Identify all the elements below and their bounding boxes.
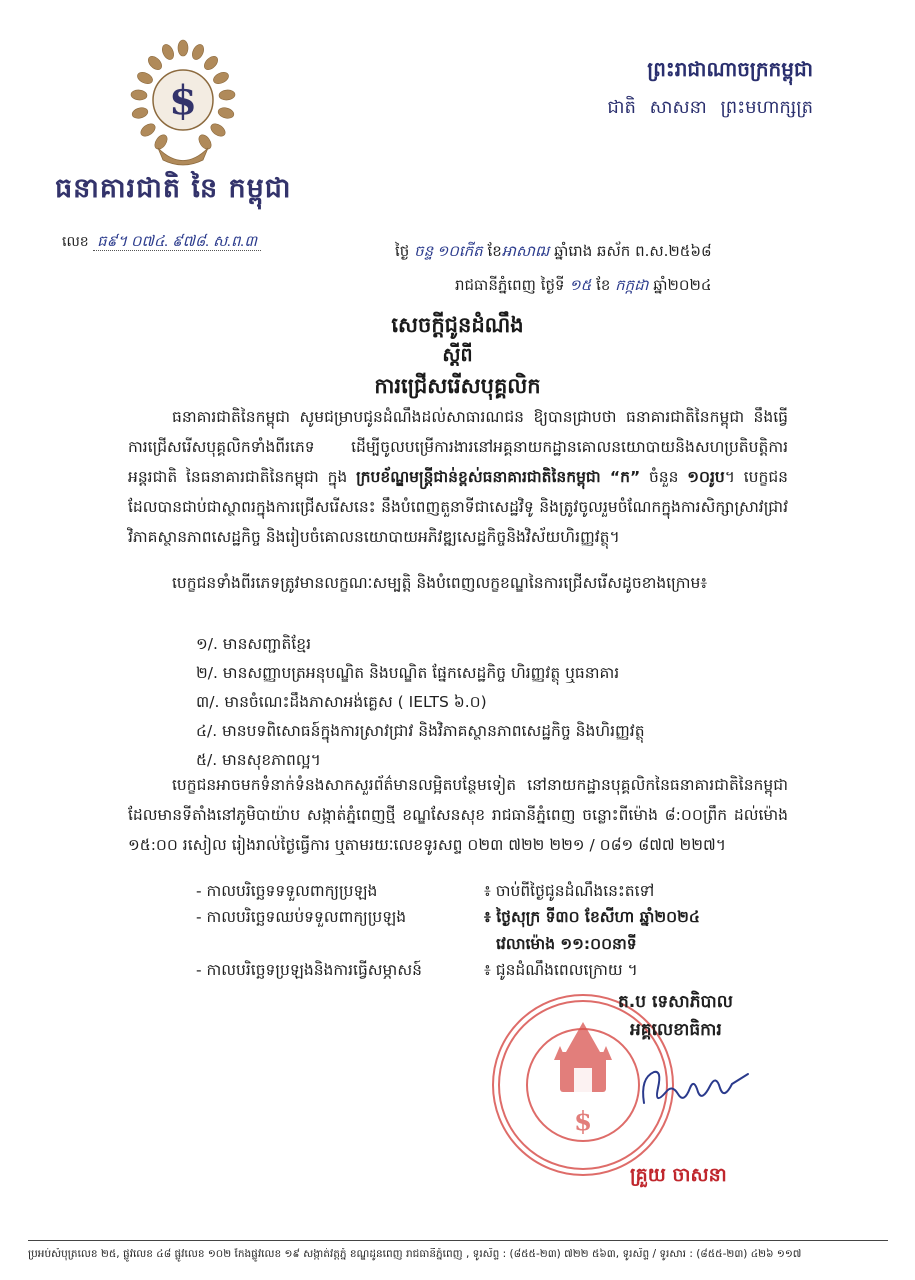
para1-count: ១០រូប [687,468,725,486]
signatory-title: ត.ប ទេសាភិបាល [618,992,733,1012]
para1-text-d: ។ បេក្ខជនដែលបានជាប់ជាស្ថាពរក្នុងការជ្រើសរើសនេះ នឹងបំពេញតួនាទីជាសេដ្ឋវិទូ និងត្រូវចូលរួមចំណែកក្នុងការសិក្សាស្រាវជ្រាវ វិភាគស្ថានភាពសេដ្ឋកិច្ច និងរៀបចំគោលនយោបាយអភិវឌ្ឍសេដ្ឋកិច្ចនិងវិស័យហិរញ្ញវត្ថុ។ [128,468,789,546]
para1-category: ក្របខ័ណ្ឌមន្ត្រីជាន់ខ្ពស់ធនាគារជាតិនៃកម្ពុជា “ក” [356,468,641,486]
para1-text-a: ធនាគារជាតិនៃកម្ពុជា សូមជម្រាបជូនដំណឹងដល់សាធារណជន ឱ្យបានជ្រាបថា ធនាគារជាតិនៃកម្ពុជា នឹងធ្វើការជ្រើសរើសបុគ្គលិកទាំងពីរភេទ ដើម្បីចូលបម្រើការងារនៅអគ្គនាយកដ្ឋានគោលនយោបាយនិងសហប្រតិបត្តិការអន្តរជាតិ នៃធនាគារជាតិនៃកម្ពុជា ក្នុង [128,408,788,486]
reference-value: ធ៩។ ០៧៤. ៩៧៨. ស.ព.៣ [93,234,261,251]
national-motto: ជាតិ សាសនា ព្រះមហាក្សត្រ [607,97,813,118]
paragraph-contact: បេក្ខជនអាចមកទំនាក់ទំនងសាកសួរព័ត៌មានលម្អិតបន្ថែមទៀត នៅនាយកដ្ឋានបុគ្គលិកនៃធនាគារជាតិនៃកម្ពុជា ដែលមានទីតាំងនៅភូមិបាយ៉ាប សង្កាត់ភ្នំពេញថ្មី ខណ្ឌសែនសុខ រាជធានីភ្នំពេញ ចន្លោះពីម៉ោង ៨:០០ព្រឹក ដល់ម៉ោង ១៥:០០ រសៀល រៀងរាល់ថ្ងៃធ្វើការ ឬតាមរយៈលេខទូរសព្ទ ០២៣ ៧២២ ២២១ / ០៨១ ៨៧៧ ២២៧។ [128,776,788,854]
reference-number [62,232,261,254]
schedule-row [196,930,816,958]
footer-address: ប្រអប់សំបុត្រលេខ ២៥, ផ្លូវលេខ ៤៨ ផ្លូវលេខ ១០២ កែងផ្លូវលេខ ១៩ សង្កាត់វត្តភ្នំ ខណ្ឌដូនពេញ រាជធានីភ្នំពេញ , ទូរស័ព្ទ : (៨៥៥-២៣) ៧២២ ៥៦៣, ទូរស័ព្ទ / ទូរសារ : (៨៥៥-២៣) ៤២៦ ១១៧ [28,1248,802,1260]
lunar-suffix: ឆ្នាំរោង ឆស័ក ព.ស.២៥៦៨ [554,242,712,260]
paragraph-intro [128,402,788,552]
requirement-item: ៥/. មានសុខភាពល្អ។ [196,751,321,769]
requirement-item: ៣/. មានចំណេះដឹងភាសាអង់គ្លេស ( IELTS ៦.០) [196,693,487,711]
bank-logo [128,38,238,173]
schedule-value: ៖ ជូនដំណឹងពេលក្រោយ ។ [484,961,638,979]
schedule-row [196,903,816,931]
svg-text:$: $ [573,1107,593,1137]
solar-prefix: រាជធានីភ្នំពេញ ថ្ងៃទី [455,276,565,294]
handwritten-signature [632,1048,752,1118]
schedule-value: ៖ ចាប់ពីថ្ងៃជូនដំណឹងនេះតទៅ [484,882,655,900]
footer-divider [28,1240,888,1241]
notice-title: សេចក្ដីជូនដំណឹង [391,313,524,337]
kingdom-heading: ព្រះរាជាណាចក្រកម្ពុជា [647,57,813,81]
schedule-label: - កាលបរិច្ឆេទទទួលពាក្យប្រឡង [196,882,378,900]
signatory-position: អគ្គលេខាធិការ [630,1020,722,1040]
requirement-item: ១/. មានសញ្ជាតិខ្មែរ [196,635,312,653]
schedule-label: - កាលបរិច្ឆេទឈប់ទទួលពាក្យប្រឡង [196,908,407,926]
schedule-value: ៖ ថ្ងៃសុក្រ ទី៣០ ខែសីហា ឆ្នាំ២០២៤ [484,908,700,926]
lunar-day: ចន្ទ ១០កើត [414,244,483,260]
notice-subtitle: ស្ដីពី [442,344,473,366]
paragraph-requirements-intro: បេក្ខជនទាំងពីរភេទត្រូវមានលក្ខណៈសម្បត្តិ និងបំពេញលក្ខខណ្ឌនៃការជ្រើសរើសដូចខាងក្រោម៖ [172,574,708,592]
schedule-row [196,877,816,905]
schedule-value: វេលាម៉ោង ១១:០០នាទី [496,935,637,953]
solar-middle: ខែ [596,276,611,294]
schedule-row [196,956,816,984]
lunar-date [395,242,712,264]
lunar-month: អាសាឍ [501,244,550,260]
lunar-prefix: ថ្ងៃ [395,242,410,260]
svg-text:$: $ [169,77,197,124]
requirement-item: ២/. មានសញ្ញាបត្រអនុបណ្ឌិត និងបណ្ឌិត ផ្នែកសេដ្ឋកិច្ច ហិរញ្ញវត្ថុ ឬធនាគារ [196,664,620,682]
signer-name: គ្រួយ ចាសនា [630,1164,727,1186]
requirement-item: ៤/. មានបទពិសោធន៍ក្នុងការស្រាវជ្រាវ និងវិភាគស្ថានភាពសេដ្ឋកិច្ច និងហិរញ្ញវត្ថុ [196,722,645,740]
solar-month: កក្កដា [615,278,649,294]
notice-topic: ការជ្រើសរើសបុគ្គលិក [374,374,541,398]
solar-date [455,276,711,298]
lunar-middle: ខែ [487,242,502,260]
reference-label: លេខ [62,234,89,250]
solar-suffix: ឆ្នាំ២០២៤ [653,276,712,294]
bank-name: ធនាគារជាតិ នៃ កម្ពុជា [55,173,292,204]
para1-text-c: ចំនួន [648,468,679,486]
solar-day: ១៥ [569,278,592,294]
schedule-label: - កាលបរិច្ឆេទប្រឡងនិងការធ្វើសម្ភាសន៍ [196,961,422,979]
